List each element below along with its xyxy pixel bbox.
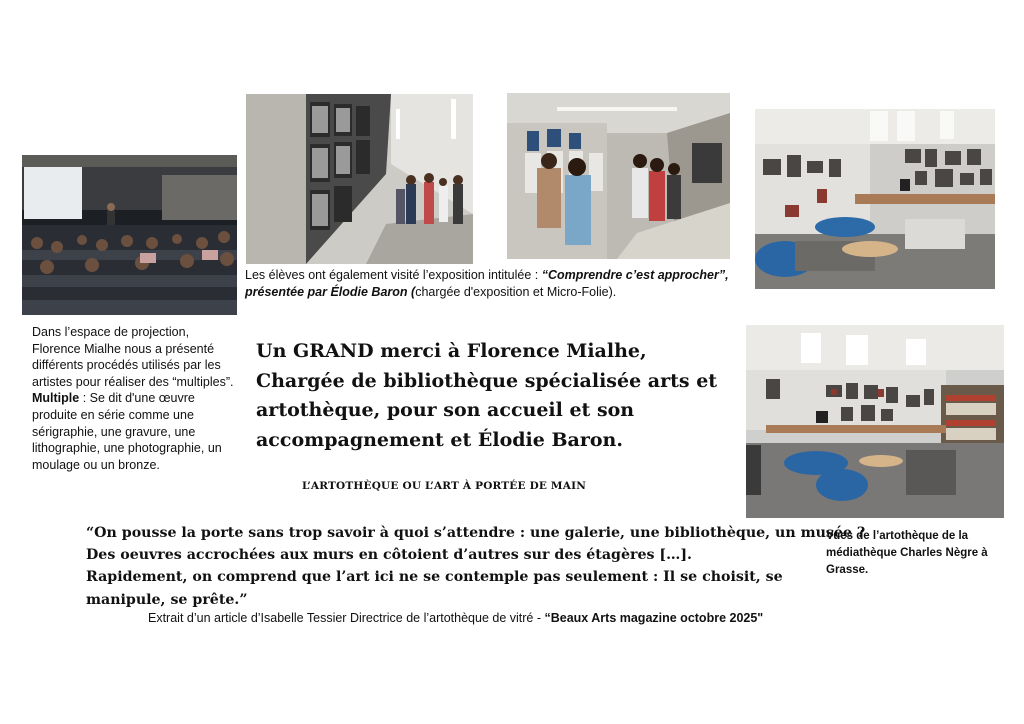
exhibition-gallery-photo xyxy=(246,94,473,264)
quote-line-1: “On pousse la porte sans trop savoir à quoi s’attendre : une galerie, une bibliothèque, un musée ? xyxy=(86,525,866,541)
quote-source xyxy=(148,611,868,625)
section-subtitle: L’ARTOTHÈQUE OU L’ART À PORTÉE DE MAIN xyxy=(302,480,587,492)
quote-source-text: Extrait d’un article d’Isabelle Tessier Directrice de l’artothèque de vitré - xyxy=(148,611,545,625)
quote-line-3: Rapidement, on comprend que l’art ici ne se contemple pas seulement : Il se choisit, se xyxy=(86,569,783,586)
multiple-term: Multiple xyxy=(32,391,80,406)
thanks-headline: Un GRAND merci à Florence Mialhe, Chargée de bibliothèque spécialisée arts et artothèque, pour son accueil et son accompagnement et Élodie Baron. xyxy=(256,340,718,451)
article-quote xyxy=(86,522,866,611)
quote-source-publication: “Beaux Arts magazine octobre 2025" xyxy=(544,611,764,625)
exhibition-presented-by: présentée par Élodie Baron ( xyxy=(245,285,416,299)
exhibition-caption-lead: Les élèves ont également visité l’exposition intitulée : xyxy=(245,268,542,282)
quote-line-4: manipule, se prête.” xyxy=(86,591,248,608)
projection-room-photo xyxy=(22,155,237,315)
projection-description xyxy=(32,324,237,473)
artotheque-photo-bottom xyxy=(746,325,1004,518)
quote-line-2: Des oeuvres accrochées aux murs en côtoient d’autres sur des étagères […]. xyxy=(86,547,692,564)
artotheque-photo-top xyxy=(755,109,995,289)
exhibition-caption xyxy=(245,267,745,301)
multiple-definition: : Se dit d'une œuvre produite en série comme une sérigraphie, une gravure, une lithographie, une photographie, un moulage ou un bronze. xyxy=(32,391,222,472)
exhibition-title: “Comprendre c’est approcher”, xyxy=(541,268,729,282)
artotheque-caption: Vues de l’artothèque de la médiathèque Charles Nègre à Grasse. xyxy=(826,530,988,576)
exhibition-caption-rest: chargée d'exposition et Micro-Folie). xyxy=(415,285,617,299)
projection-intro: Dans l’espace de projection, Florence Mialhe nous a présenté différents procédés utilisés par les artistes pour réaliser des “multiples”. xyxy=(32,325,234,389)
exhibition-visit-photo xyxy=(507,93,730,259)
